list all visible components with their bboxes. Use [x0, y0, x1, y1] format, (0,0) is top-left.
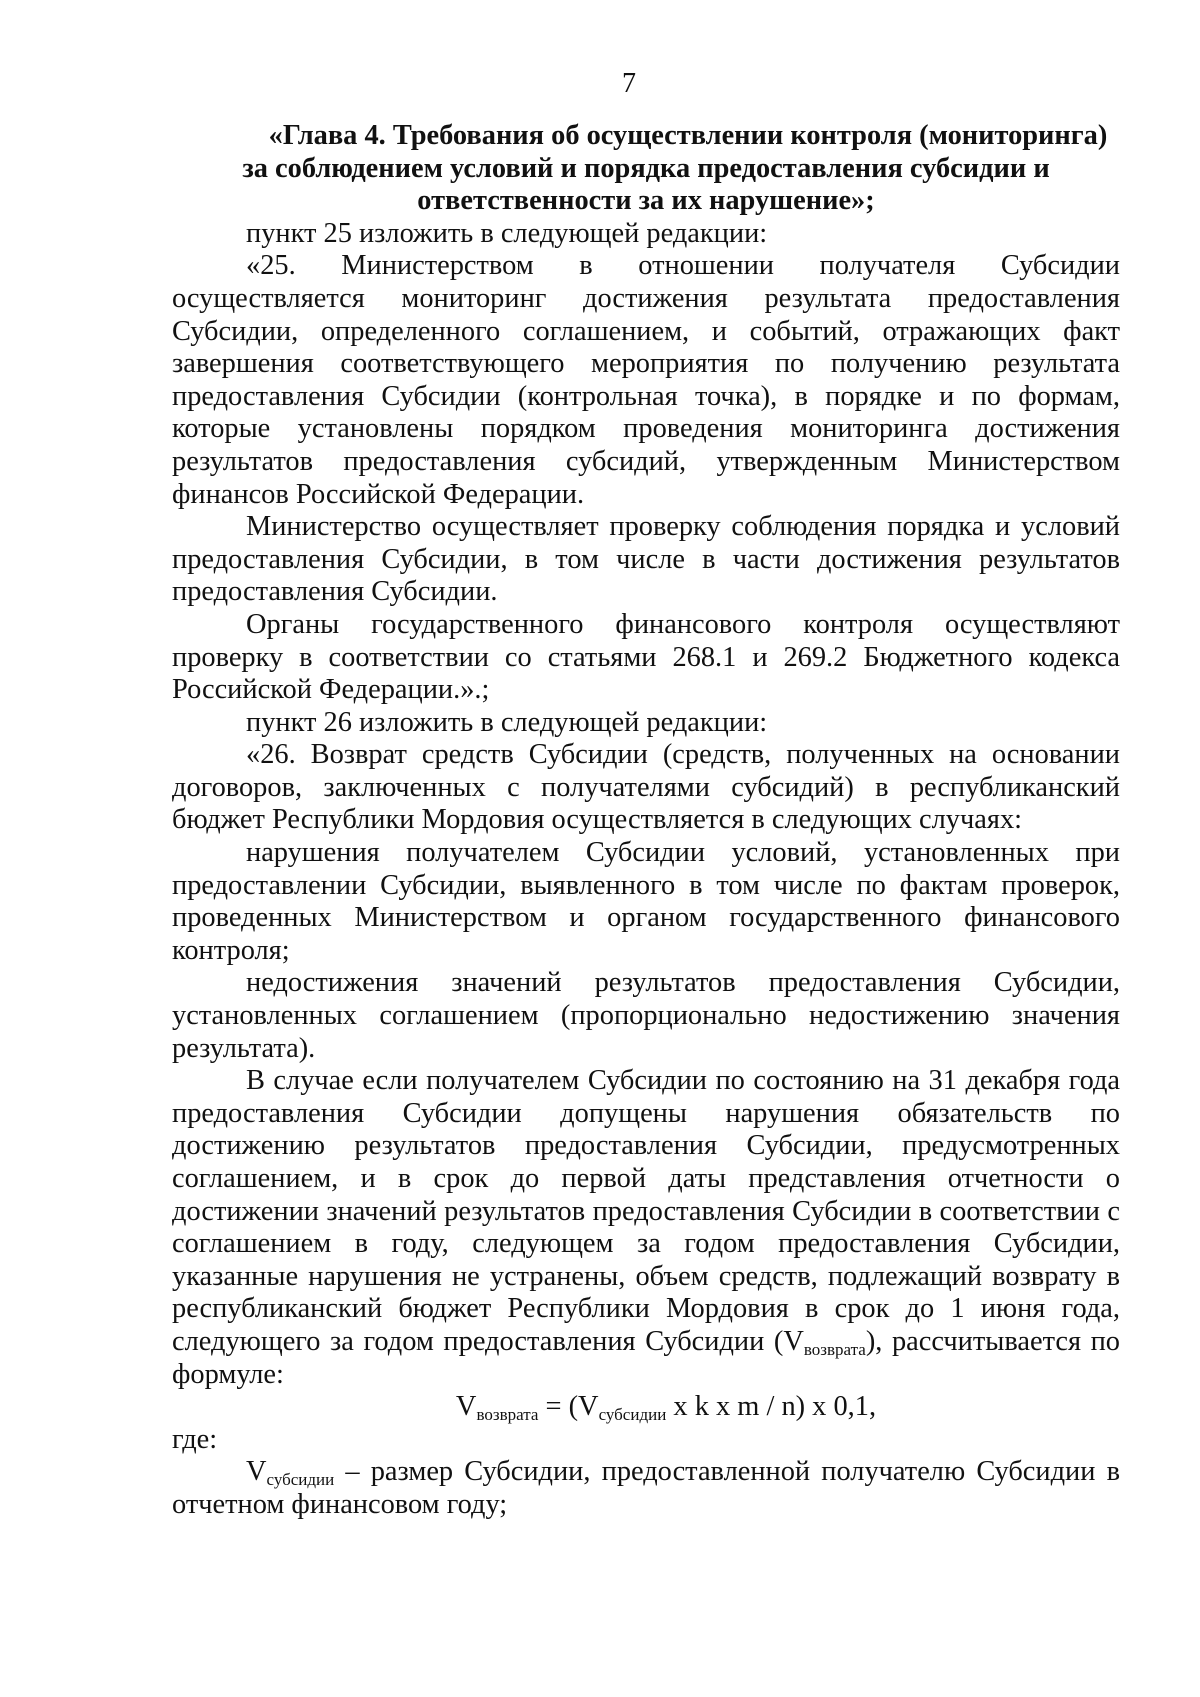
formula-end: x k x m / n) x 0,1, [666, 1391, 877, 1423]
definition-subscript: субсидии [266, 1470, 335, 1490]
formula-v: V [455, 1391, 477, 1423]
formula-subscript-refund: возврата [476, 1405, 539, 1425]
chapter-heading [172, 120, 1120, 218]
page-number: 7 [622, 68, 636, 99]
heading-line-2: за соблюдением условий и порядка предоставления субсидии и [242, 152, 1050, 184]
paragraph-ministry-check: Министерство осуществляет проверку соблюдения порядка и условий предоставления Субсидии, в том числе в части достижения результатов предоставления Субсидии. [172, 511, 1120, 608]
paragraph-item-26-intro: пункт 26 изложить в следующей редакции: [246, 706, 768, 738]
paragraph-v-subsidy-definition [172, 1456, 1120, 1521]
document-body [172, 120, 1120, 1522]
heading-line-1: «Глава 4. Требования об осуществлении контроля (мониторинга) [268, 120, 1108, 151]
paragraph-refund-calculation [172, 1065, 1120, 1391]
refund-subscript: возврата [803, 1339, 866, 1359]
paragraph-item-26: «26. Возврат средств Субсидии (средств, полученных на основании договоров, заключенных с получателями субсидий) в республиканский бюджет Республики Мордовия осуществляется в следующих случаях: [172, 739, 1120, 836]
paragraph-item-25-intro: пункт 25 изложить в следующей редакции: [246, 217, 768, 249]
refund-text-part-2: ), рассчитывается по формуле: [172, 1325, 1120, 1390]
formula-subscript-subsidy: субсидии [598, 1405, 667, 1425]
formula-middle: = (V [538, 1391, 599, 1423]
paragraph-nonachievement-case: недостижения значений результатов предоставления Субсидии, установленных соглашением (пропорционально недостижению значения результата). [172, 967, 1120, 1064]
paragraph-violation-case: нарушения получателем Субсидии условий, установленных при предоставлении Субсидии, выявленного в том числе по фактам проверок, проведенных Министерством и органом государственного финансового контроля; [172, 837, 1120, 966]
paragraph-item-25: «25. Министерством в отношении получателя Субсидии осуществляется мониторинг достижения результата предоставления Субсидии, определенного соглашением, и событий, отражающих факт завершения соответствующего мероприятия по получению результата предоставления Субсидии (контрольная точка), в порядке и по формам, которые установлены порядком проведения мониторинга достижения результатов предоставления субсидий, утвержденным Министерством финансов Российской Федерации. [172, 250, 1120, 510]
refund-formula [172, 1391, 1120, 1424]
heading-line-3: ответственности за их нарушение»; [417, 185, 875, 217]
definition-v: V [246, 1456, 267, 1488]
refund-text-part-1: В случае если получателем Субсидии по состоянию на 31 декабря года предоставления Субсидии допущены нарушения обязательств по достижению результатов предоставления Субсидии, предусмотренных соглашением, и в срок до первой даты представления отчетности о достижении значений результатов предоставления Субсидии в соответствии с соглашением в году, следующем за годом предоставления Субсидии, указанные нарушения не устранены, объем средств, подлежащий возврату в республиканский бюджет Республики Мордовия в срок до 1 июня года, следующего за годом предоставления Субсидии (V [172, 1065, 1120, 1357]
where-label: где: [172, 1423, 218, 1455]
definition-text: – размер Субсидии, предоставленной получателю Субсидии в отчетном финансовом году; [172, 1456, 1120, 1520]
paragraph-control-bodies: Органы государственного финансового контроля осуществляют проверку в соответствии со статьями 268.1 и 269.2 Бюджетного кодекса Российской Федерации.».; [172, 608, 1120, 706]
